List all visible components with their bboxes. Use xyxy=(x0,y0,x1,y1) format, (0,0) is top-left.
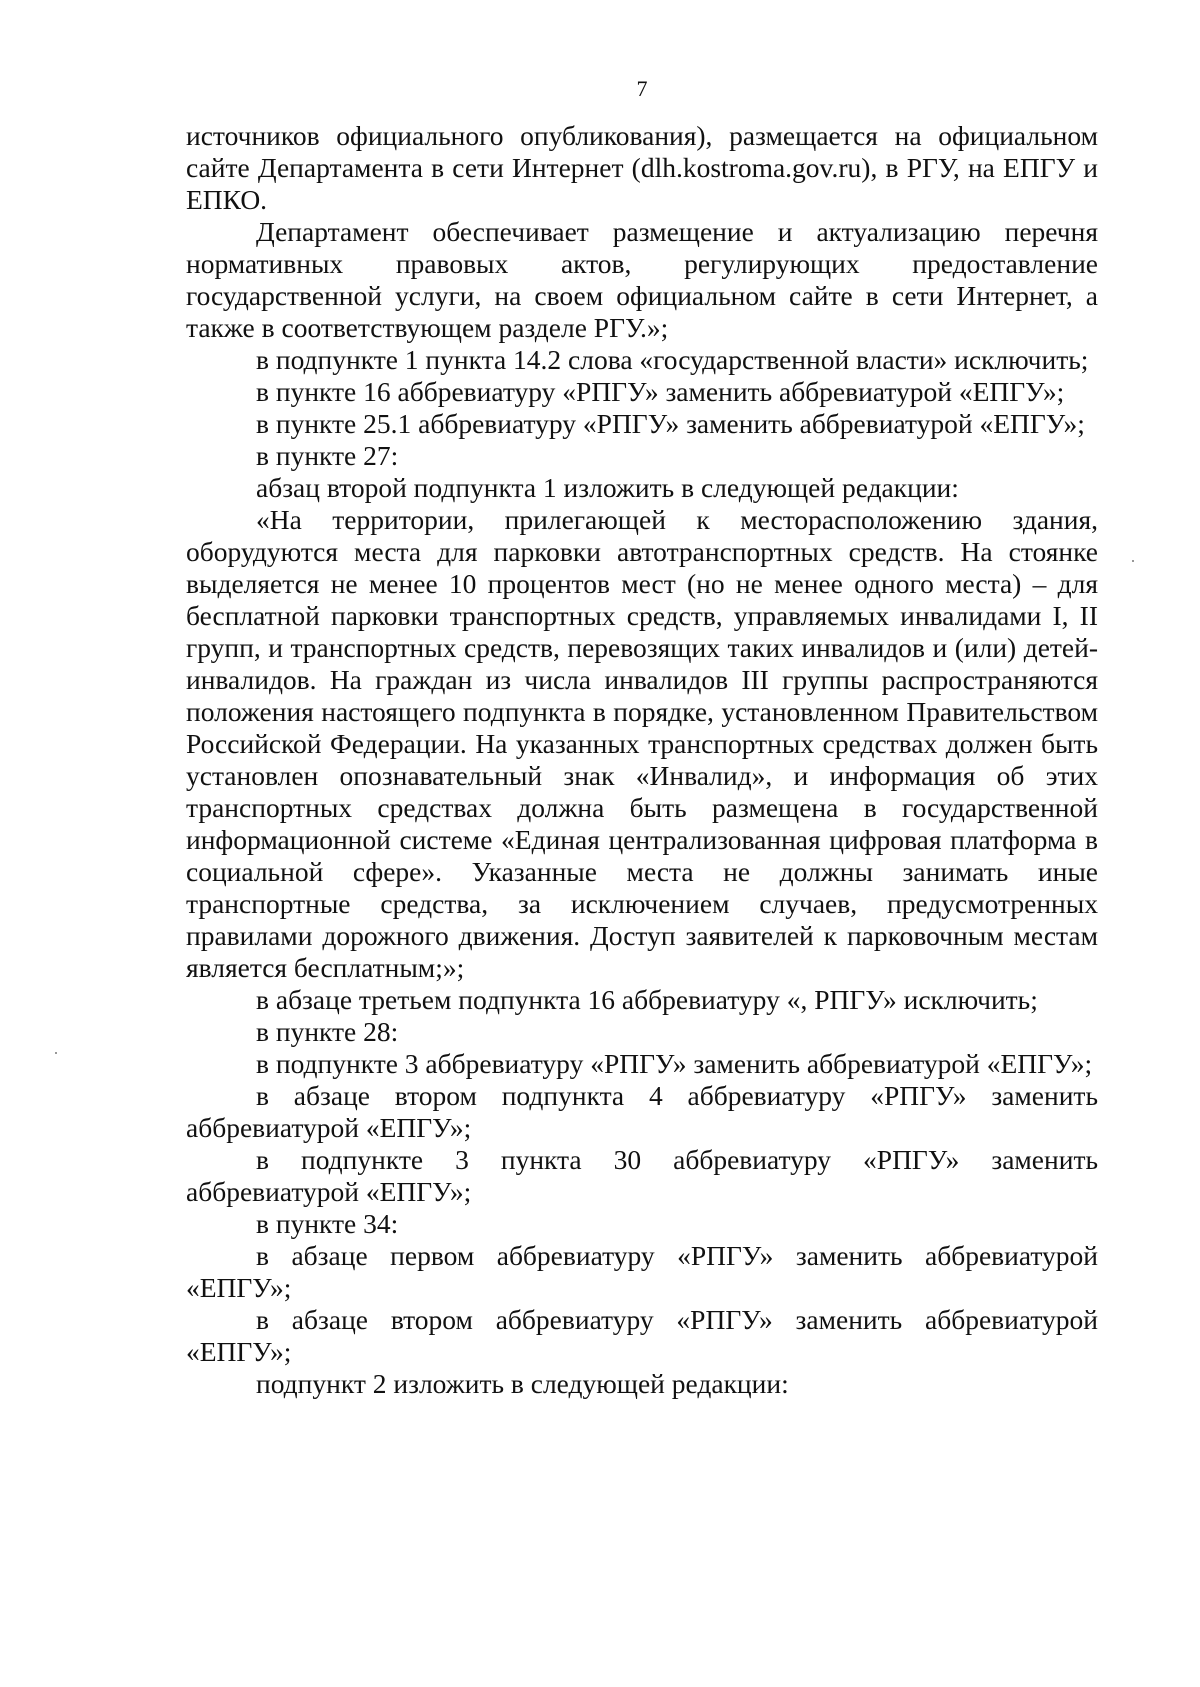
paragraph-16: в абзаце втором аббревиатуру «РПГУ» заменить аббревиатурой «ЕПГУ»; xyxy=(186,1304,1098,1367)
page-number: 7 xyxy=(636,76,648,101)
paragraph-14: в пункте 34: xyxy=(256,1208,399,1239)
document-body xyxy=(186,120,1098,1400)
paragraph-10: в пункте 28: xyxy=(256,1016,399,1047)
paragraph-3: в подпункте 1 пункта 14.2 слова «государственной власти» исключить; xyxy=(256,344,1089,375)
paragraph-5: в пункте 25.1 аббревиатуру «РПГУ» заменить аббревиатурой «ЕПГУ»; xyxy=(256,408,1085,439)
scan-speck xyxy=(55,1052,57,1054)
paragraph-4: в пункте 16 аббревиатуру «РПГУ» заменить аббревиатурой «ЕПГУ»; xyxy=(256,376,1065,407)
paragraph-12: в абзаце втором подпункта 4 аббревиатуру «РПГУ» заменить аббревиатурой «ЕПГУ»; xyxy=(186,1080,1098,1143)
paragraph-17: подпункт 2 изложить в следующей редакции: xyxy=(256,1368,789,1399)
paragraph-2: Департамент обеспечивает размещение и актуализацию перечня нормативных правовых актов, регулирующих предоставление государственной услуги, на своем официальном сайте в сети Интернет, а также в соответствующем разделе РГУ.»; xyxy=(186,216,1098,343)
scan-speck xyxy=(1132,560,1134,562)
paragraph-6: в пункте 27: xyxy=(256,440,399,471)
paragraph-7: абзац второй подпункта 1 изложить в следующей редакции: xyxy=(256,472,959,503)
paragraph-1: источников официального опубликования), размещается на официальном сайте Департамента в сети Интернет (dlh.kostroma.gov.ru), в РГУ, на ЕПГУ и ЕПКО. xyxy=(186,120,1098,215)
paragraph-11: в подпункте 3 аббревиатуру «РПГУ» заменить аббревиатурой «ЕПГУ»; xyxy=(256,1048,1093,1079)
paragraph-8: «На территории, прилегающей к месторасположению здания, оборудуются места для парковки автотранспортных средств. На стоянке выделяется не менее 10 процентов мест (но не менее одного места) – для бесплатной парковки транспортных средств, управляемых инвалидами I, II групп, и транспортных средств, перевозящих таких инвалидов и (или) детей-инвалидов. На граждан из числа инвалидов III группы распространяются положения настоящего подпункта в порядке, установленном Правительством Российской Федерации. На указанных транспортных средствах должен быть установлен опознавательный знак «Инвалид», и информация об этих транспортных средствах должна быть размещена в государственной информационной системе «Единая централизованная цифровая платформа в социальной сфере». Указанные места не должны занимать иные транспортные средства, за исключением случаев, предусмотренных правилами дорожного движения. Доступ заявителей к парковочным местам является бесплатным;»; xyxy=(186,504,1098,983)
paragraph-13: в подпункте 3 пункта 30 аббревиатуру «РПГУ» заменить аббревиатурой «ЕПГУ»; xyxy=(186,1144,1098,1207)
paragraph-9: в абзаце третьем подпункта 16 аббревиатуру «, РПГУ» исключить; xyxy=(256,984,1038,1015)
paragraph-15: в абзаце первом аббревиатуру «РПГУ» заменить аббревиатурой «ЕПГУ»; xyxy=(186,1240,1098,1303)
